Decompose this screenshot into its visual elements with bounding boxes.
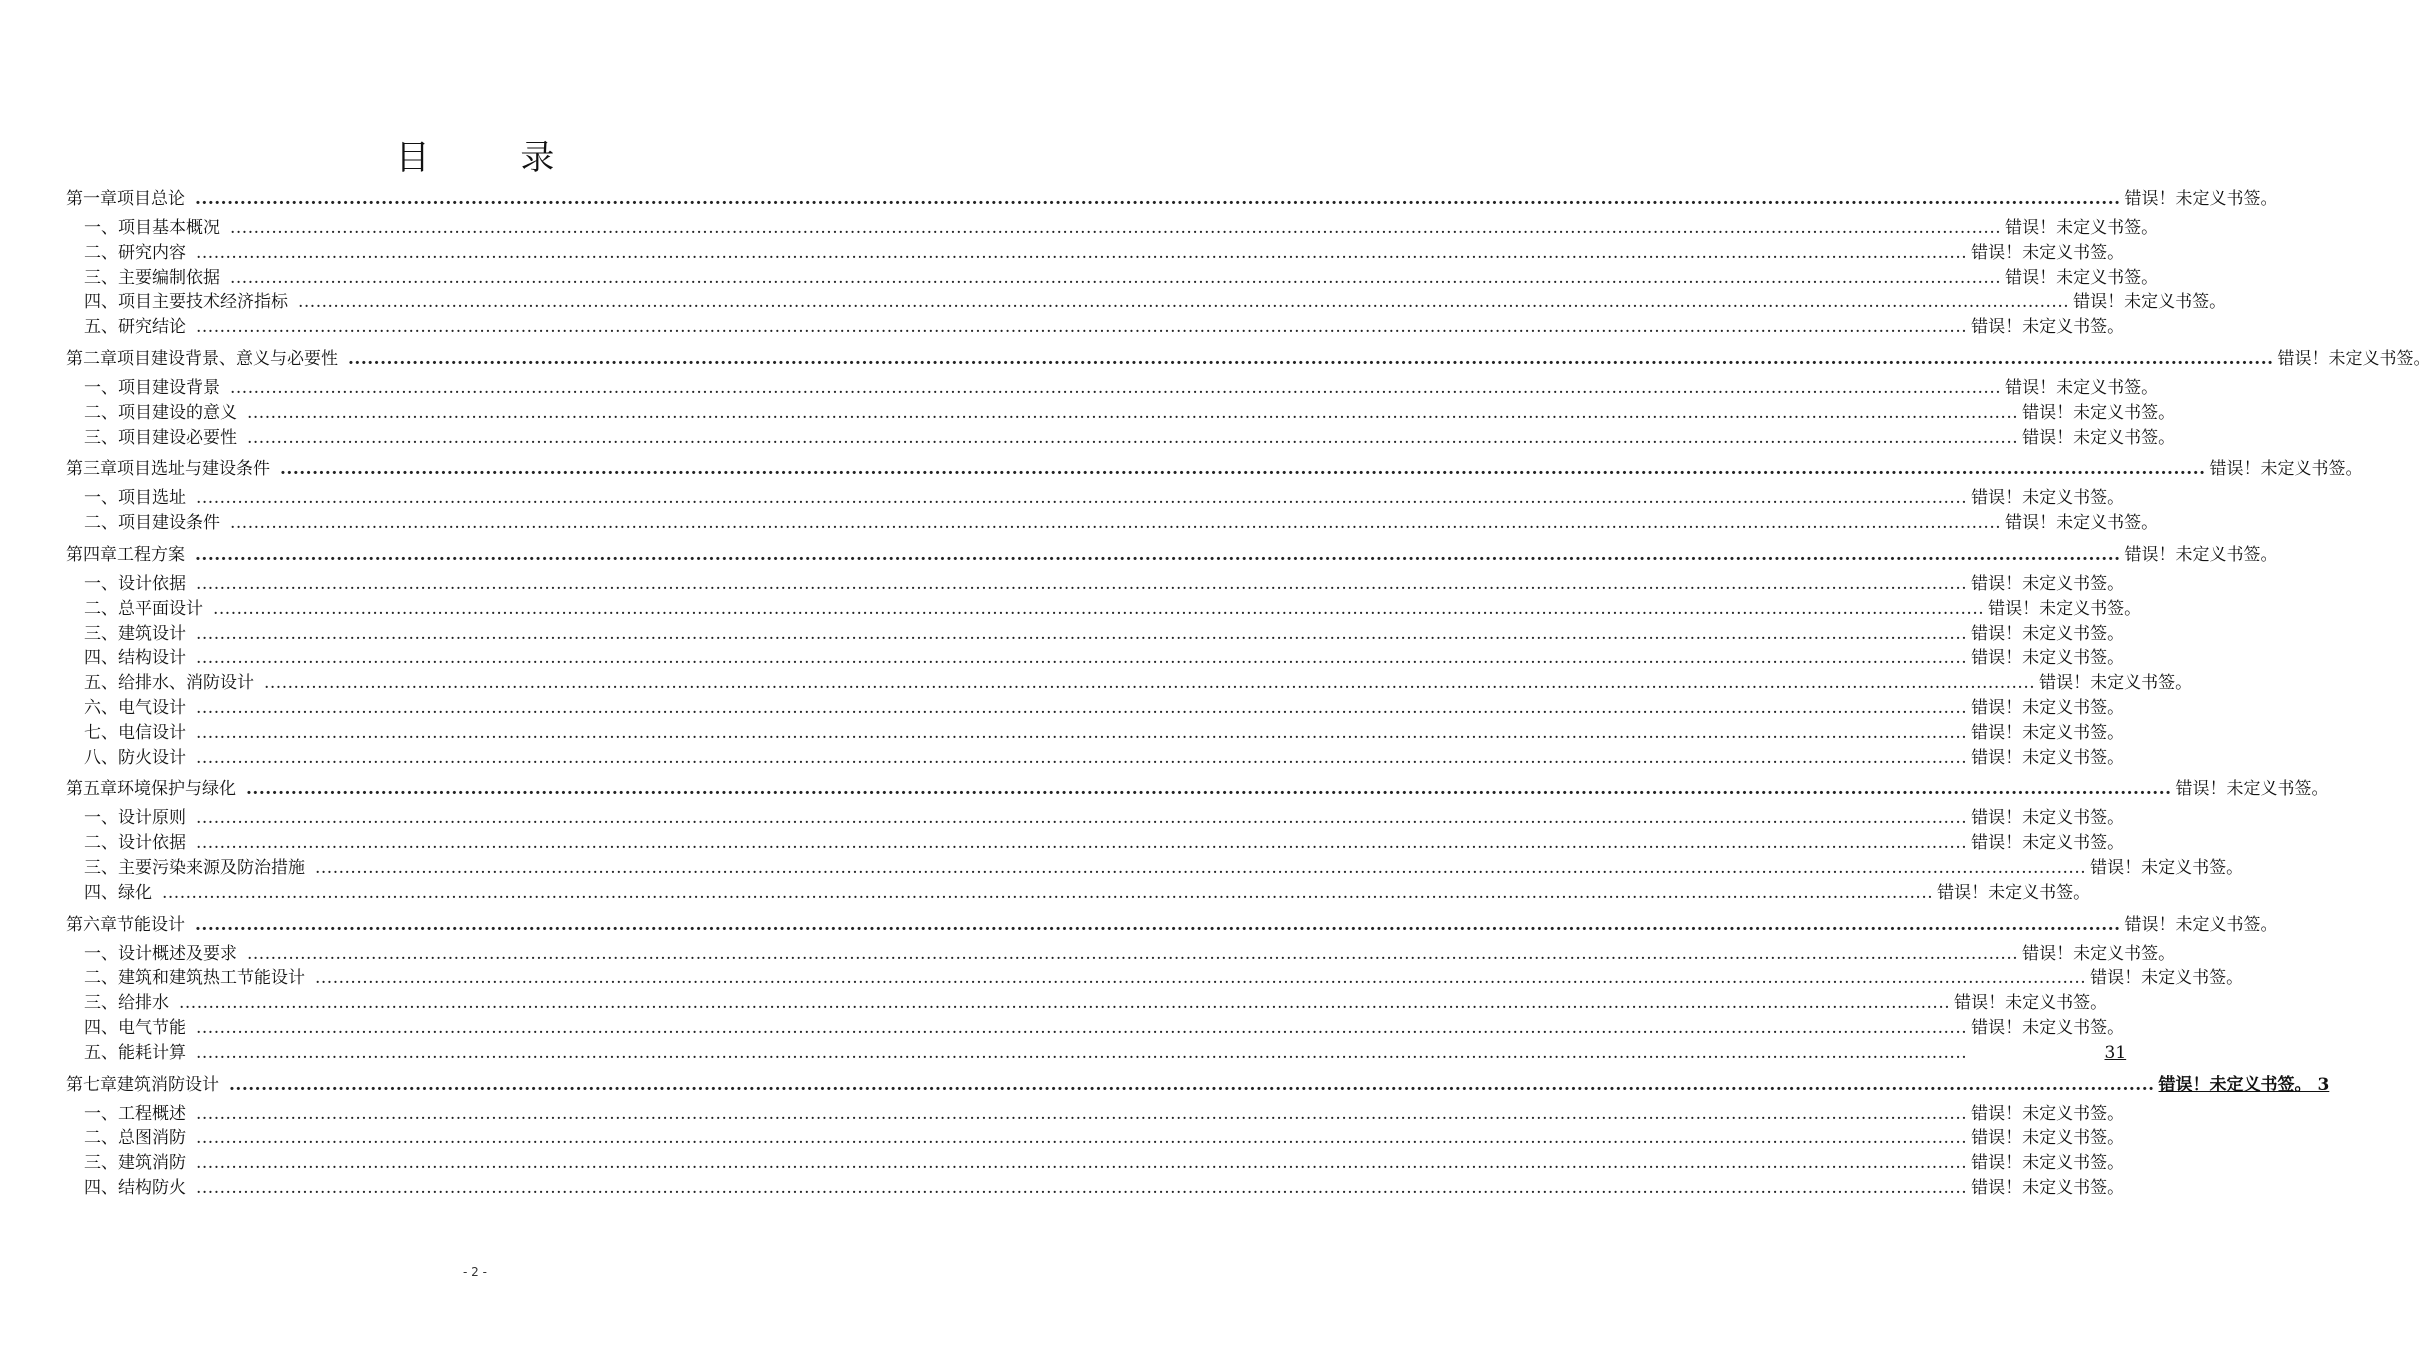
dot-leader: ............................................................................................................................................................................................................................................................................................................: [196, 573, 1968, 594]
toc-entry-number: 四、: [84, 1177, 118, 1198]
toc-entry-number: 一、: [84, 943, 118, 964]
toc-entry-number: 七、: [84, 722, 118, 743]
dot-leader: ............................................................................................................................................................................................................................................................................................................: [247, 402, 2019, 423]
toc-entry-number: 一、: [84, 377, 118, 398]
toc-section-entry[interactable]: [66, 671, 2193, 696]
dot-leader: ............................................................................................................................................................................................................................................................................................................: [348, 348, 2274, 369]
toc-entry-label: 防火设计: [118, 747, 186, 768]
toc-entry-label: 设计依据: [118, 833, 186, 854]
toc-entry-number: 四、: [84, 882, 118, 903]
toc-section-entry[interactable]: [66, 597, 2142, 622]
toc-section-entry[interactable]: [66, 290, 2227, 315]
toc-entry-label: 建筑消防: [118, 1153, 186, 1174]
toc-entry-label: 设计概述及要求: [118, 943, 237, 964]
toc-section-entry[interactable]: [66, 881, 2091, 906]
toc-entry-label: 总平面设计: [118, 598, 203, 619]
toc-entry-number: 第五章: [66, 779, 117, 800]
toc-section-entry[interactable]: [66, 696, 2125, 721]
toc-entry-page[interactable]: 错误！未定义书签。: [1971, 648, 2125, 669]
toc-entry-label: 建筑消防设计: [117, 1074, 219, 1095]
dot-leader: ............................................................................................................................................................................................................................................................................................................: [196, 1153, 1968, 1174]
toc-entry-number: 三、: [84, 427, 118, 448]
toc-section-entry[interactable]: [66, 486, 2125, 511]
toc-entry-page[interactable]: 错误！未定义书签。: [1988, 598, 2142, 619]
toc-entry-number: 第四章: [66, 544, 117, 565]
dot-leader: ............................................................................................................................................................................................................................................................................................................: [247, 943, 2019, 964]
toc-entry-page[interactable]: 错误！未定义书签。: [1971, 722, 2125, 743]
toc-entry-label: 绿化: [118, 882, 152, 903]
dot-leader: ............................................................................................................................................................................................................................................................................................................: [196, 317, 1968, 338]
toc-chapter-entry[interactable]: [66, 452, 2363, 486]
toc-entry-page[interactable]: 错误！未定义书签。 3: [2158, 1074, 2330, 1095]
toc-entry-label: 主要污染来源及防治措施: [118, 857, 305, 878]
dot-leader: ............................................................................................................................................................................................................................................................................................................: [298, 292, 2070, 313]
toc-entry-number: 四、: [84, 1017, 118, 1038]
toc-section-entry[interactable]: [66, 572, 2125, 597]
dot-leader: ............................................................................................................................................................................................................................................................................................................: [196, 1042, 1968, 1063]
toc-entry-label: 项目选址: [118, 488, 186, 509]
dot-leader: ............................................................................................................................................................................................................................................................................................................: [196, 722, 1968, 743]
toc-entry-label: 研究结论: [118, 317, 186, 338]
dot-leader: ............................................................................................................................................................................................................................................................................................................: [264, 673, 2036, 694]
dot-leader: ............................................................................................................................................................................................................................................................................................................: [179, 993, 1951, 1014]
toc-entry-number: 一、: [84, 1103, 118, 1124]
dot-leader: ............................................................................................................................................................................................................................................................................................................: [196, 1103, 1968, 1124]
dot-leader: ............................................................................................................................................................................................................................................................................................................: [195, 189, 2121, 209]
dot-leader: ............................................................................................................................................................................................................................................................................................................: [196, 488, 1968, 509]
toc-entry-page[interactable]: 错误！未定义书签。: [2005, 267, 2159, 288]
dot-leader: ............................................................................................................................................................................................................................................................................................................: [195, 544, 2121, 565]
toc-entry-page[interactable]: 错误！未定义书签。: [1971, 1017, 2125, 1038]
dot-leader: ............................................................................................................................................................................................................................................................................................................: [230, 218, 2002, 238]
page-number-footer: - 2 -: [463, 1265, 487, 1279]
toc-chapter-entry[interactable]: [66, 182, 2278, 216]
toc-entry-page[interactable]: 错误！未定义书签。: [2090, 857, 2244, 878]
toc-entry-label: 项目总论: [117, 189, 185, 209]
toc-section-entry[interactable]: [66, 622, 2125, 647]
dot-leader: ............................................................................................................................................................................................................................................................................................................: [230, 377, 2002, 398]
toc-entry-label: 项目建设背景: [118, 377, 220, 398]
toc-entry-page[interactable]: 错误！未定义书签。: [2073, 292, 2227, 313]
toc-entry-page[interactable]: 错误！未定义书签。: [2005, 513, 2159, 534]
toc-chapter-entry[interactable]: [66, 772, 2329, 806]
toc-section-entry[interactable]: [66, 942, 2176, 967]
toc-entry-page[interactable]: 错误！未定义书签。: [1971, 488, 2125, 509]
toc-entry-number: 四、: [84, 292, 118, 313]
dot-leader: ............................................................................................................................................................................................................................................................................................................: [229, 1074, 2155, 1095]
toc-entry-page[interactable]: 错误！未定义书签。: [2022, 427, 2176, 448]
dot-leader: ............................................................................................................................................................................................................................................................................................................: [196, 242, 1968, 263]
toc-entry-page[interactable]: 错误！未定义书签。: [1971, 1177, 2125, 1198]
toc-entry-label: 节能设计: [117, 914, 185, 935]
toc-entry-label: 工程方案: [117, 544, 185, 565]
toc-entry-page[interactable]: 错误！未定义书签。: [2124, 544, 2278, 565]
toc-entry-number: 三、: [84, 623, 118, 644]
toc-entry-label: 项目建设的意义: [118, 402, 237, 423]
dot-leader: ............................................................................................................................................................................................................................................................................................................: [247, 427, 2019, 448]
toc-entry-label: 环境保护与绿化: [117, 779, 236, 800]
toc-entry-number: 一、: [84, 573, 118, 594]
toc-section-entry[interactable]: [66, 856, 2244, 881]
toc-entry-label: 项目选址与建设条件: [117, 459, 270, 480]
toc-entry-page[interactable]: 错误！未定义书签。: [2090, 968, 2244, 989]
toc-entry-number: 二、: [84, 833, 118, 854]
table-of-contents: [66, 180, 2431, 1201]
toc-section-entry[interactable]: [66, 1126, 2125, 1151]
toc-entry-number: 二、: [84, 1128, 118, 1149]
toc-entry-label: 建筑和建筑热工节能设计: [118, 968, 305, 989]
dot-leader: ............................................................................................................................................................................................................................................................................................................: [315, 968, 2087, 989]
toc-section-entry[interactable]: [66, 1041, 2127, 1066]
toc-chapter-entry[interactable]: [66, 342, 2431, 376]
toc-entry-number: 第六章: [66, 914, 117, 935]
toc-section-entry[interactable]: [66, 1151, 2125, 1176]
toc-entry-number: 五、: [84, 1042, 118, 1063]
toc-entry-number: 五、: [84, 673, 118, 694]
dot-leader: ............................................................................................................................................................................................................................................................................................................: [230, 513, 2002, 534]
toc-entry-label: 项目基本概况: [118, 218, 220, 238]
toc-entry-page[interactable]: 错误！未定义书签。: [1971, 833, 2125, 854]
toc-entry-number: 一、: [84, 808, 118, 829]
dot-leader: ............................................................................................................................................................................................................................................................................................................: [315, 857, 2087, 878]
toc-section-entry[interactable]: [66, 426, 2176, 451]
toc-section-entry[interactable]: [66, 806, 2125, 831]
toc-section-entry[interactable]: [66, 1102, 2125, 1127]
toc-entry-page[interactable]: 错误！未定义书签。: [1971, 808, 2125, 829]
toc-entry-number: 六、: [84, 697, 118, 718]
toc-entry-page[interactable]: 错误！未定义书签。: [1971, 573, 2125, 594]
toc-entry-label: 项目建设条件: [118, 513, 220, 534]
toc-entry-label: 研究内容: [118, 242, 186, 263]
toc-entry-number: 一、: [84, 488, 118, 509]
toc-entry-label: 项目主要技术经济指标: [118, 292, 288, 313]
dot-leader: ............................................................................................................................................................................................................................................................................................................: [196, 648, 1968, 669]
toc-entry-number: 第三章: [66, 459, 117, 480]
toc-entry-number: 三、: [84, 993, 118, 1014]
toc-entry-label: 电气节能: [118, 1017, 186, 1038]
toc-entry-number: 五、: [84, 317, 118, 338]
toc-section-entry[interactable]: [66, 991, 2108, 1016]
dot-leader: ............................................................................................................................................................................................................................................................................................................: [246, 779, 2172, 800]
toc-section-entry[interactable]: [66, 376, 2159, 401]
toc-entry-label: 工程概述: [118, 1103, 186, 1124]
toc-entry-label: 主要编制依据: [118, 267, 220, 288]
toc-entry-page[interactable]: 错误！未定义书签。: [1971, 747, 2125, 768]
toc-section-entry[interactable]: [66, 241, 2125, 266]
toc-entry-number: 第一章: [66, 189, 117, 209]
toc-entry-number: 二、: [84, 402, 118, 423]
dot-leader: ............................................................................................................................................................................................................................................................................................................: [213, 598, 1985, 619]
dot-leader: ............................................................................................................................................................................................................................................................................................................: [280, 459, 2206, 480]
dot-leader: ............................................................................................................................................................................................................................................................................................................: [162, 882, 1934, 903]
toc-entry-label: 给排水、消防设计: [118, 673, 254, 694]
toc-section-entry[interactable]: [66, 966, 2244, 991]
toc-section-entry[interactable]: [66, 1016, 2125, 1041]
toc-section-entry[interactable]: [66, 1176, 2125, 1201]
toc-entry-number: 二、: [84, 598, 118, 619]
toc-entry-page[interactable]: 31: [2104, 1042, 2127, 1063]
dot-leader: ............................................................................................................................................................................................................................................................................................................: [196, 747, 1968, 768]
toc-entry-number: 三、: [84, 857, 118, 878]
toc-entry-label: 建筑设计: [118, 623, 186, 644]
toc-entry-label: 设计依据: [118, 573, 186, 594]
toc-entry-page[interactable]: 错误！未定义书签。: [1971, 1153, 2125, 1174]
toc-chapter-entry[interactable]: [66, 1068, 2330, 1102]
dot-leader: ............................................................................................................................................................................................................................................................................................................: [196, 808, 1968, 829]
toc-entry-page[interactable]: 错误！未定义书签。: [2175, 779, 2329, 800]
toc-section-entry[interactable]: [66, 746, 2125, 771]
dot-leader: ............................................................................................................................................................................................................................................................................................................: [230, 267, 2002, 288]
toc-entry-page[interactable]: 错误！未定义书签。: [2209, 459, 2363, 480]
toc-entry-label: 给排水: [118, 993, 169, 1014]
dot-leader: ............................................................................................................................................................................................................................................................................................................: [196, 1017, 1968, 1038]
toc-entry-number: 三、: [84, 1153, 118, 1174]
toc-entry-page[interactable]: 错误！未定义书签。: [2124, 189, 2278, 209]
toc-section-entry[interactable]: [66, 511, 2159, 536]
toc-section-entry[interactable]: [66, 266, 2159, 291]
dot-leader: ............................................................................................................................................................................................................................................................................................................: [196, 697, 1968, 718]
toc-entry-page[interactable]: 错误！未定义书签。: [1971, 697, 2125, 718]
toc-entry-label: 结构设计: [118, 648, 186, 669]
toc-section-entry[interactable]: [66, 831, 2125, 856]
toc-entry-number: 三、: [84, 267, 118, 288]
toc-entry-label: 项目建设必要性: [118, 427, 237, 448]
toc-entry-label: 总图消防: [118, 1128, 186, 1149]
toc-entry-page[interactable]: 错误！未定义书签。: [2124, 914, 2278, 935]
toc-entry-number: 二、: [84, 968, 118, 989]
dot-leader: ............................................................................................................................................................................................................................................................................................................: [196, 1177, 1968, 1198]
toc-section-entry[interactable]: [66, 216, 2159, 241]
toc-section-entry[interactable]: [66, 315, 2125, 340]
toc-entry-page[interactable]: 错误！未定义书签。: [2039, 673, 2193, 694]
toc-entry-number: 四、: [84, 648, 118, 669]
toc-entry-page[interactable]: 错误！未定义书签。: [2022, 943, 2176, 964]
toc-entry-page[interactable]: 错误！未定义书签。: [2022, 402, 2176, 423]
dot-leader: ............................................................................................................................................................................................................................................................................................................: [196, 1128, 1968, 1149]
toc-entry-number: 二、: [84, 242, 118, 263]
toc-entry-number: 一、: [84, 218, 118, 238]
toc-entry-label: 能耗计算: [118, 1042, 186, 1063]
toc-chapter-entry[interactable]: [66, 538, 2278, 572]
toc-entry-number: 八、: [84, 747, 118, 768]
toc-section-entry[interactable]: [66, 401, 2176, 426]
toc-entry-page[interactable]: 错误！未定义书签。: [1971, 242, 2125, 263]
toc-entry-number: 二、: [84, 513, 118, 534]
dot-leader: ............................................................................................................................................................................................................................................................................................................: [196, 623, 1968, 644]
toc-entry-label: 结构防火: [118, 1177, 186, 1198]
toc-entry-label: 电信设计: [118, 722, 186, 743]
toc-entry-number: 第七章: [66, 1074, 117, 1095]
toc-section-entry[interactable]: [66, 721, 2125, 746]
dot-leader: ............................................................................................................................................................................................................................................................................................................: [195, 914, 2121, 935]
toc-section-entry[interactable]: [66, 646, 2125, 671]
toc-entry-page[interactable]: 错误！未定义书签。: [1971, 317, 2125, 338]
toc-entry-label: 电气设计: [118, 697, 186, 718]
toc-entry-page[interactable]: 错误！未定义书签。: [1937, 882, 2091, 903]
toc-entry-page[interactable]: 错误！未定义书签。: [2005, 218, 2159, 238]
toc-chapter-entry[interactable]: [66, 908, 2278, 942]
toc-entry-page[interactable]: 错误！未定义书签。: [1954, 993, 2108, 1014]
toc-entry-page[interactable]: 错误！未定义书签。: [2005, 377, 2159, 398]
toc-entry-number: 第二章: [66, 348, 117, 369]
dot-leader: ............................................................................................................................................................................................................................................................................................................: [196, 833, 1968, 854]
page-title: 目 录: [395, 138, 595, 178]
toc-entry-label: 设计原则: [118, 808, 186, 829]
toc-entry-page[interactable]: 错误！未定义书签。: [2277, 348, 2431, 369]
toc-entry-page[interactable]: 错误！未定义书签。: [1971, 1103, 2125, 1124]
toc-entry-page[interactable]: 错误！未定义书签。: [1971, 1128, 2125, 1149]
toc-entry-label: 项目建设背景、意义与必要性: [117, 348, 338, 369]
toc-entry-page[interactable]: 错误！未定义书签。: [1971, 623, 2125, 644]
